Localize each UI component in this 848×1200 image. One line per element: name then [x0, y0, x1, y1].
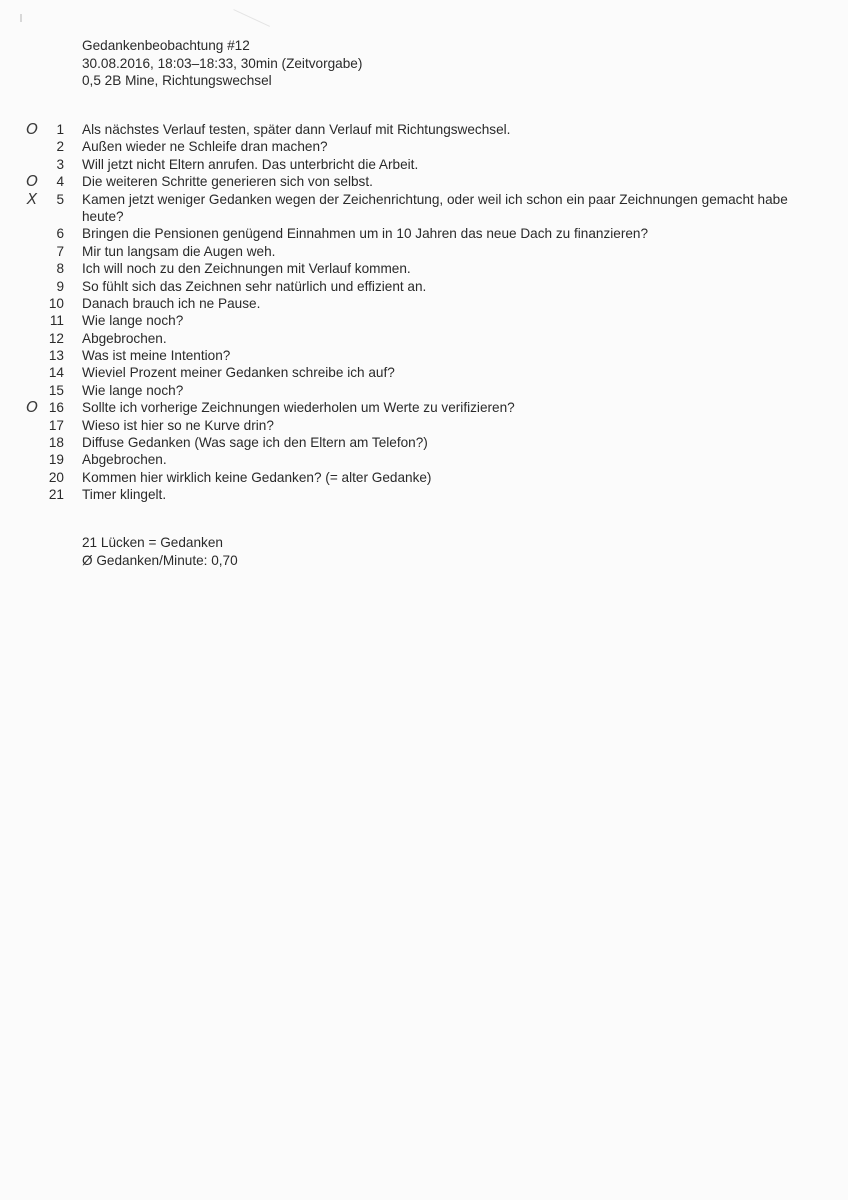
entry-text: Kamen jetzt weniger Gedanken wegen der Zeichenrichtung, oder weil ich schon ein paar Zeichnungen gemacht habe heute? [82, 191, 788, 224]
handwritten-mark: O [26, 120, 38, 138]
gaps-count: 21 Lücken = Gedanken [82, 535, 223, 550]
thought-entry [0, 295, 848, 312]
thought-entry [0, 260, 848, 277]
average-per-minute: Ø Gedanken/Minute: 0,70 [82, 553, 238, 568]
entry-text: Wie lange noch? [82, 382, 184, 398]
document-header [82, 37, 362, 90]
thought-entry [0, 191, 848, 226]
entry-number: 10 [48, 295, 64, 311]
entry-text: Abgebrochen. [82, 330, 167, 346]
entry-number: 19 [48, 452, 64, 468]
entry-number: 6 [56, 226, 64, 242]
thought-entry [0, 156, 848, 173]
entry-number: 21 [48, 487, 64, 503]
thought-entry [0, 225, 848, 242]
thought-entry [0, 417, 848, 434]
entry-text: Als nächstes Verlauf testen, später dann Verlauf mit Richtungswechsel. [82, 122, 511, 137]
entry-number: 5 [56, 191, 64, 207]
thought-entry [0, 486, 848, 503]
handwritten-mark: O [26, 172, 38, 191]
entry-number: 18 [48, 435, 64, 451]
entry-text: Danach brauch ich ne Pause. [82, 295, 261, 311]
entry-text: Abgebrochen. [82, 452, 167, 468]
handwritten-mark: O [26, 398, 38, 417]
entry-number: 1 [56, 122, 64, 137]
entry-number: 20 [48, 469, 64, 485]
thought-entry [0, 451, 848, 468]
thought-entry [0, 312, 848, 329]
entry-number: 15 [48, 382, 64, 398]
thought-entry [0, 173, 848, 190]
entry-text: Ich will noch zu den Zeichnungen mit Verlauf kommen. [82, 261, 411, 277]
entry-text: So fühlt sich das Zeichnen sehr natürlich und effizient an. [82, 278, 427, 294]
scan-edge-mark [233, 0, 274, 27]
entry-number: 8 [56, 261, 64, 277]
thought-entry [0, 278, 848, 295]
materials-info: 0,5 2B Mine, Richtungswechsel [82, 73, 272, 88]
entry-text: Timer klingelt. [82, 487, 167, 503]
entry-number: 14 [48, 365, 64, 381]
entry-number: 2 [56, 139, 64, 155]
punch-mark [20, 14, 22, 22]
thought-list [0, 121, 848, 504]
entry-number: 11 [49, 313, 64, 329]
entry-text: Mir tun langsam die Augen weh. [82, 243, 276, 259]
entry-text: Wieviel Prozent meiner Gedanken schreibe ich auf? [82, 365, 395, 381]
entry-number: 4 [56, 174, 64, 190]
entry-text: Wieso ist hier so ne Kurve drin? [82, 417, 274, 433]
entry-text: Die weiteren Schritte generieren sich von selbst. [82, 174, 373, 190]
thought-entry [0, 469, 848, 486]
thought-entry [0, 138, 848, 155]
document-title: Gedankenbeobachtung #12 [82, 38, 250, 53]
thought-entry [0, 243, 848, 260]
entry-number: 13 [48, 348, 64, 364]
entry-number: 9 [56, 278, 64, 294]
entry-text: Außen wieder ne Schleife dran machen? [82, 139, 328, 155]
entry-text: Will jetzt nicht Eltern anrufen. Das unterbricht die Arbeit. [82, 156, 419, 172]
entry-number: 17 [48, 417, 64, 433]
thought-entry [0, 121, 848, 138]
entry-text: Bringen die Pensionen genügend Einnahmen um in 10 Jahren das neue Dach zu finanzieren? [82, 226, 649, 242]
entry-text: Was ist meine Intention? [82, 348, 231, 364]
thought-entry [0, 364, 848, 381]
handwritten-mark: X [26, 189, 38, 208]
session-info: 30.08.2016, 18:03–18:33, 30min (Zeitvorgabe) [82, 55, 363, 71]
entry-text: Wie lange noch? [82, 313, 184, 329]
thought-entry [0, 330, 848, 347]
entry-text: Sollte ich vorherige Zeichnungen wiederholen um Werte zu verifizieren? [82, 400, 515, 416]
thought-entry [0, 399, 848, 416]
entry-number: 12 [48, 330, 64, 346]
entry-text: Kommen hier wirklich keine Gedanken? (= alter Gedanke) [82, 469, 432, 485]
thought-entry [0, 434, 848, 451]
entry-number: 3 [56, 156, 64, 172]
thought-entry [0, 347, 848, 364]
entry-text: Diffuse Gedanken (Was sage ich den Eltern am Telefon?) [82, 435, 428, 451]
thought-entry [0, 382, 848, 399]
entry-number: 16 [48, 400, 64, 416]
summary [82, 534, 238, 570]
entry-number: 7 [56, 243, 64, 259]
